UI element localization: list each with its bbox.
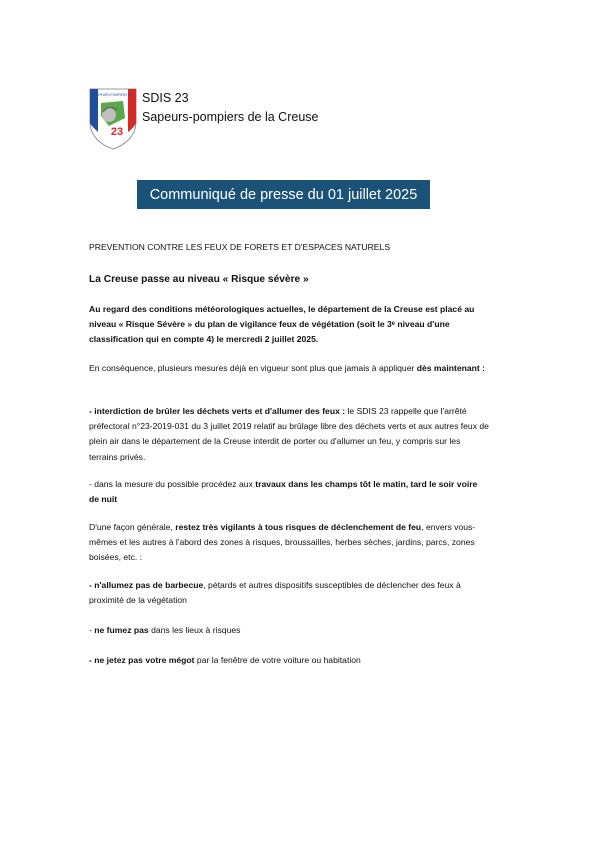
general-paragraph <box>89 520 489 566</box>
section-label: PREVENTION CONTRE LES FEUX DE FORETS ET D'ESPACES NATURELS <box>89 242 391 252</box>
tip2-bold: ne fumez pas <box>94 625 149 635</box>
consequence-text: En conséquence, plusieurs mesures déjà en vigueur sont plus que jamais à appliquer <box>89 363 417 373</box>
intro-paragraph: Au regard des conditions météorologiques actuelles, le département de la Creuse est placé au niveau « Risque Sévère » du plan de vigilance feux de végétation (soit le 3ᵉ niveau d'une classification qui en compte 4) le mercredi 2 juillet 2025. <box>89 304 475 345</box>
org-name: SDIS 23 <box>142 91 189 105</box>
org-subtitle: Sapeurs-pompiers de la Creuse <box>142 110 319 124</box>
tip2-text: - <box>89 625 95 635</box>
tip-smoking <box>89 623 489 638</box>
measure1-text: le SDIS 23 rappelle que l'arrêté préfectoral n°23-2019-031 du 3 juillet 2019 relatif au brûlage libre des déchets verts et aux autres feux de plein air dans le département de la Creuse interdit de porter ou d'allumer un feu, y compris sur les terrains privés. <box>89 406 489 462</box>
consequence-bold: dès maintenant : <box>416 363 486 373</box>
tip3-bold: - ne jetez pas votre mégot <box>89 655 195 665</box>
measure-burning-ban <box>89 404 489 465</box>
headline: La Creuse passe au niveau « Risque sévère » <box>89 274 309 285</box>
tip-cigarette <box>89 653 489 668</box>
measure1-bold: - interdiction de brûler les déchets verts et d'allumer des feux : <box>89 406 346 416</box>
tip2-post: dans les lieux à risques <box>148 625 241 635</box>
general-bold: restez très vigilants à tous risques de déclenchement de feu <box>175 522 422 532</box>
measure-field-work <box>89 477 489 507</box>
tip1-bold: - n'allumez pas de barbecue <box>89 580 204 590</box>
measure2-bold: travaux dans les champs tôt le matin, tard le soir voire de nuit <box>89 479 478 505</box>
sdis23-logo <box>89 88 137 150</box>
press-release-banner: Communiqué de presse du 01 juillet 2025 <box>137 180 430 209</box>
consequence-paragraph <box>89 361 489 376</box>
measure2-text: - dans la mesure du possible procédez aux <box>89 479 256 489</box>
general-pre: D'une façon générale, <box>89 522 176 532</box>
logo-number: 23 <box>110 126 124 138</box>
tip3-text: par la fenêtre de votre voiture ou habitation <box>194 655 361 665</box>
general-post: , envers vous-mêmes et les autres à l'abord des zones à risques, broussailles, herbes sèches, jardins, parcs, zones boisées, etc. : <box>89 522 476 563</box>
tip1-text: , pétards et autres dispositifs susceptibles de déclencher des feux à proximité de la végétation <box>89 580 461 606</box>
logo-text: SAPEURS-POMPIERS 23 <box>94 93 132 97</box>
tip-barbecue <box>89 578 489 608</box>
